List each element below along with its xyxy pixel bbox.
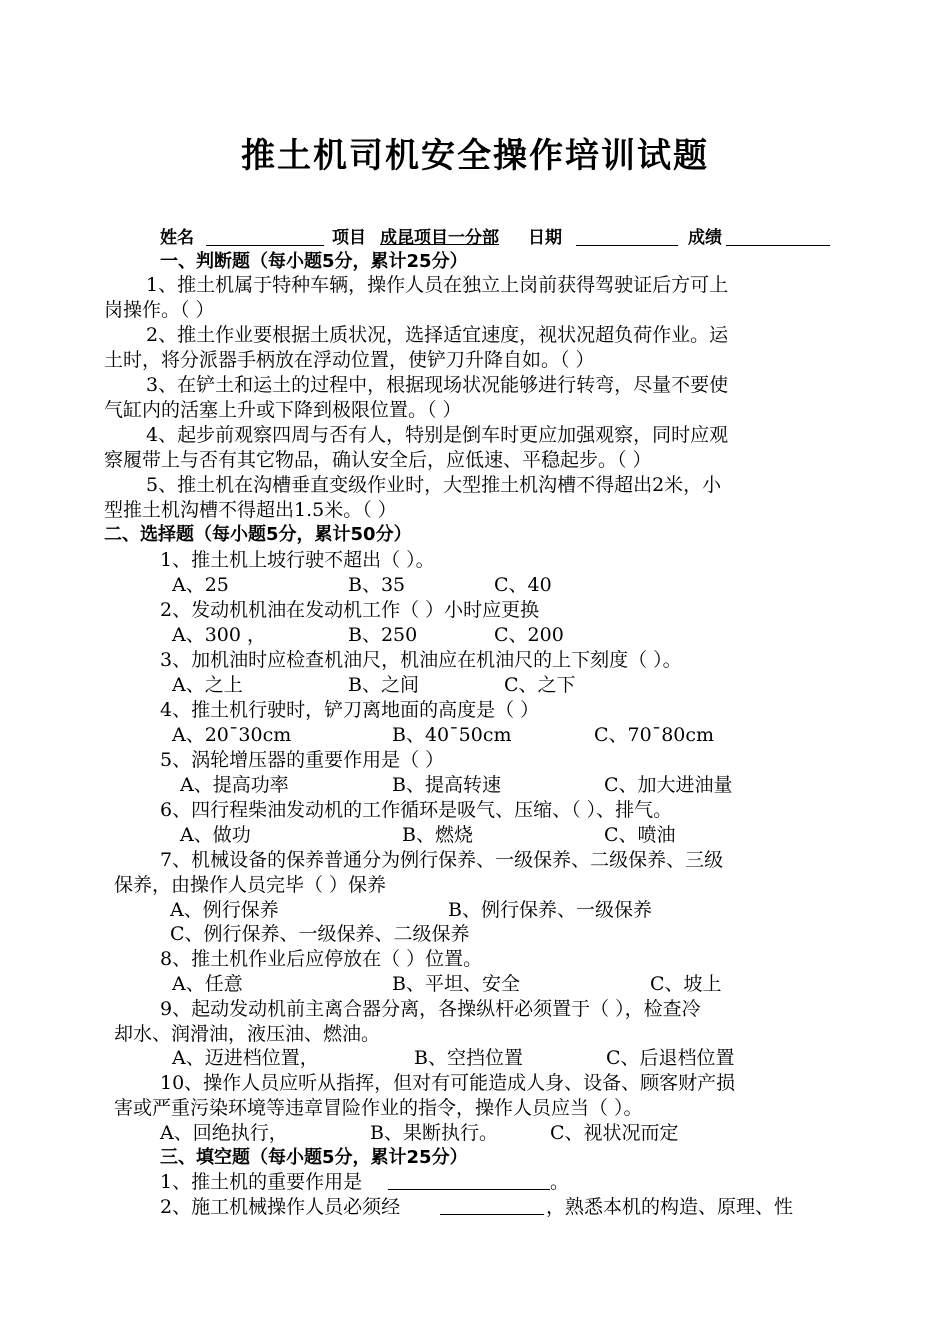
s2-q6-options — [0, 823, 950, 848]
page-title: 推土机司机安全操作培训试题 — [241, 136, 709, 176]
option-c[interactable]: C、视状况而定 — [550, 1122, 679, 1144]
s3-q2-blank[interactable] — [440, 1214, 544, 1215]
option-b[interactable]: B、35 — [348, 574, 406, 596]
option-b[interactable]: B、空挡位置 — [414, 1047, 523, 1069]
s3-q1 — [160, 1170, 860, 1195]
option-c[interactable]: C、70¯80cm — [594, 724, 715, 746]
s2-q7-line2: 保养，由操作人员完毕（ ）保养 — [114, 874, 387, 896]
s2-q2: 2、发动机机油在发动机工作（ ）小时应更换 — [160, 599, 540, 621]
s1-line-4: 土时，将分派器手柄放在浮动位置，使铲刀升降自如。（ ） — [104, 349, 595, 371]
s2-q5-options — [0, 773, 950, 798]
s2-q6: 6、四行程柴油发动机的工作循环是吸气、压缩、（ ）、排气。 — [160, 799, 673, 821]
s1-line-9: 5、推土机在沟槽垂直变级作业时，大型推土机沟槽不得超出2米，小 — [146, 474, 722, 496]
s2-q1: 1、推土机上坡行驶不超出（ ）。 — [160, 549, 435, 571]
project-value: 成昆项目一分部 — [380, 228, 499, 248]
option-b[interactable]: B、250 — [348, 624, 418, 646]
s2-q10-line2: 害或严重污染环境等违章冒险作业的指令，操作人员应当（ ）。 — [114, 1097, 643, 1119]
info-row — [104, 226, 844, 251]
option-b[interactable]: B、40¯50cm — [392, 724, 512, 746]
s1-line-6: 气缸内的活塞上升或下降到极限位置。（ ） — [104, 399, 462, 421]
option-b[interactable]: B、提高转速 — [392, 774, 501, 796]
option-a[interactable]: A、之上 — [172, 674, 243, 696]
s2-q2-options — [0, 623, 950, 648]
option-b[interactable]: B、平坦、安全 — [392, 973, 520, 995]
score-label: 成绩 — [688, 228, 722, 248]
s3-q2-end: ，熟悉本机的构造、原理、性 — [546, 1196, 794, 1218]
s1-line-3: 2、推土作业要根据土质状况，选择适宜速度，视状况超负荷作业。运 — [146, 324, 729, 346]
section1-heading: 一、判断题（每小题5分，累计25分） — [160, 251, 468, 272]
project-label: 项目 — [332, 228, 366, 248]
s2-q3-options — [0, 673, 950, 698]
s3-q2-text: 2、施工机械操作人员必须经 — [160, 1196, 401, 1218]
s3-q1-text: 1、推土机的重要作用是 — [160, 1171, 363, 1193]
option-a[interactable]: A、300 ， — [172, 624, 267, 646]
score-blank[interactable] — [726, 245, 830, 246]
s2-q9-options — [0, 1046, 950, 1071]
option-c[interactable]: C、40 — [494, 574, 552, 596]
s1-line-5: 3、在铲土和运土的过程中，根据现场状况能够进行转弯，尽量不要使 — [146, 374, 729, 396]
name-label: 姓名 — [160, 228, 194, 248]
option-a[interactable]: A、迈进档位置， — [172, 1047, 319, 1069]
s1-line-7: 4、起步前观察四周与否有人，特别是倒车时更应加强观察，同时应观 — [146, 424, 729, 446]
s2-q10-options — [0, 1121, 950, 1146]
option-a[interactable]: A、回绝执行， — [160, 1122, 288, 1144]
s2-q1-options — [0, 573, 950, 598]
option-c[interactable]: C、后退档位置 — [606, 1047, 735, 1069]
option-c[interactable]: C、加大进油量 — [604, 774, 733, 796]
option-a[interactable]: A、任意 — [172, 973, 243, 995]
option-b[interactable]: B、果断执行。 — [370, 1122, 498, 1144]
option-a[interactable]: A、提高功率 — [180, 774, 289, 796]
s3-q1-blank[interactable] — [388, 1189, 550, 1190]
s1-line-8: 察履带上与否有其它物品，确认安全后，应低速、平稳起步。（ ） — [104, 449, 652, 471]
s2-q10-line1: 10、操作人员应听从指挥，但对有可能造成人身、设备、顾客财产损 — [160, 1072, 736, 1094]
s2-q3: 3、加机油时应检查机油尺，机油应在机油尺的上下刻度（ ）。 — [160, 649, 682, 671]
option-c[interactable]: C、喷油 — [604, 824, 676, 846]
option-a[interactable]: A、20¯30cm — [172, 724, 292, 746]
s2-q9-line2: 却水、润滑油，液压油、燃油。 — [114, 1023, 381, 1045]
s2-q5: 5、涡轮增压器的重要作用是（ ） — [160, 749, 445, 771]
option-b[interactable]: B、例行保养、一级保养 — [448, 899, 652, 921]
s1-line-10: 型推土机沟槽不得超出1.5米。（ ） — [104, 499, 397, 521]
s2-q7-line1: 7、机械设备的保养普通分为例行保养、一级保养、二级保养、三级 — [160, 849, 724, 871]
option-b[interactable]: B、燃烧 — [402, 824, 473, 846]
s2-q9-line1: 9、起动发动机前主离合器分离，各操纵杆必须置于（ ），检查冷 — [160, 998, 701, 1020]
option-c[interactable]: C、例行保养、一级保养、二级保养 — [170, 923, 470, 945]
s2-q8-options — [0, 972, 950, 997]
s2-q4-options — [0, 723, 950, 748]
section3-heading: 三、填空题（每小题5分，累计25分） — [160, 1147, 468, 1168]
option-b[interactable]: B、之间 — [348, 674, 419, 696]
option-c[interactable]: C、之下 — [504, 674, 576, 696]
s3-q2 — [160, 1195, 860, 1220]
section2-heading: 二、选择题（每小题5分，累计50分） — [104, 524, 412, 545]
s3-q1-end: 。 — [550, 1171, 570, 1193]
date-blank[interactable] — [576, 245, 678, 246]
option-a[interactable]: A、做功 — [180, 824, 251, 846]
option-a[interactable]: A、例行保养 — [170, 899, 279, 921]
option-c[interactable]: C、200 — [494, 624, 564, 646]
s2-q7-options-c — [0, 922, 950, 947]
s2-q8: 8、推土机作业后应停放在（ ）位置。 — [160, 948, 483, 970]
s2-q4: 4、推土机行驶时，铲刀离地面的高度是（ ） — [160, 699, 540, 721]
option-a[interactable]: A、25 — [172, 574, 229, 596]
s1-line-2: 岗操作。（ ） — [104, 299, 215, 321]
s1-line-1: 1、推土机属于特种车辆，操作人员在独立上岗前获得驾驶证后方可上 — [146, 274, 729, 296]
name-blank[interactable] — [206, 245, 324, 246]
date-label: 日期 — [528, 228, 562, 248]
s2-q7-options-ab — [0, 898, 950, 923]
option-c[interactable]: C、坡上 — [650, 973, 722, 995]
